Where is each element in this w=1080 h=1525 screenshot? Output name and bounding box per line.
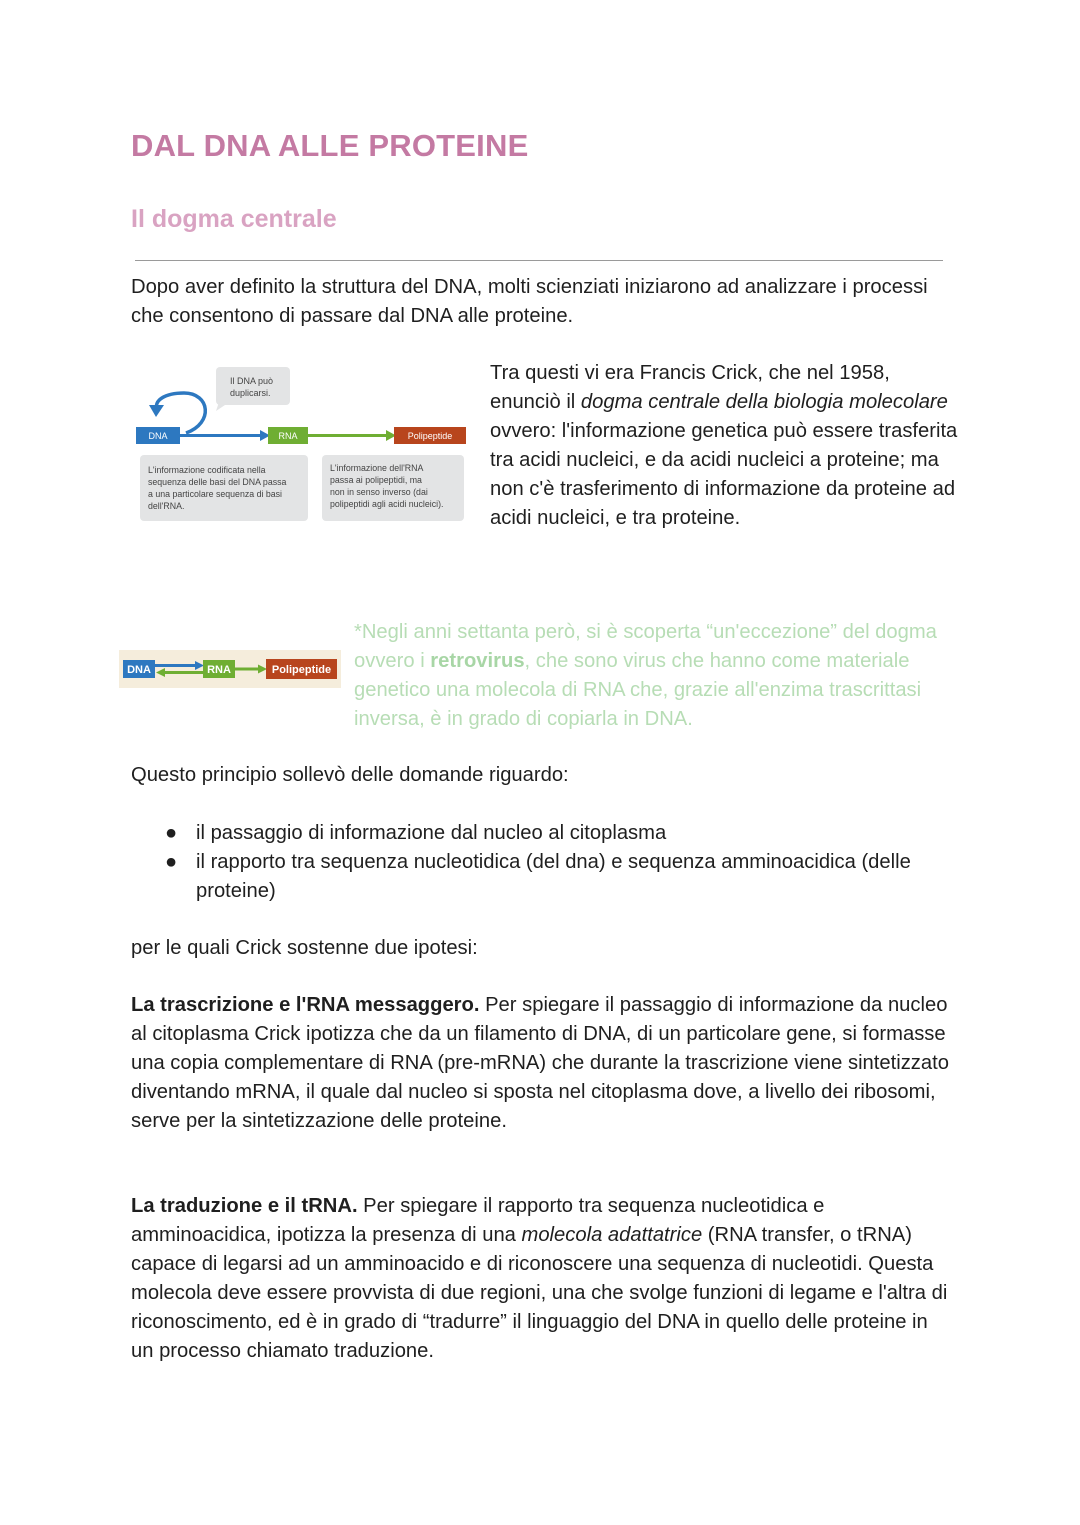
bubble-line-1: Il DNA può — [230, 376, 274, 386]
central-dogma-diagram — [132, 363, 472, 525]
translation-paragraph — [131, 1192, 951, 1366]
retro-strong: retrovirus — [430, 650, 525, 672]
retro-text-after: , che sono virus che hanno come materiale genetico una molecola di RNA che, grazie all'enzima trascrittasi inversa, è in grado di copiarla in DNA. — [354, 650, 922, 730]
transcription-paragraph — [131, 991, 951, 1136]
crick-text-after: ovvero: l'informazione genetica può essere trasferita tra acidi nucleici, e da acidi nucleici a proteine; ma non c'è trasferimento di informazione da proteine ad acidi nucleici, e tra proteine. — [490, 420, 958, 529]
list-item — [165, 848, 945, 906]
translation-heading: La traduzione e il tRNA. — [131, 1195, 358, 1217]
bubble-line-2: duplicarsi. — [230, 388, 271, 398]
bullet-icon: ● — [165, 822, 178, 844]
diagram2-dna-label: DNA — [127, 664, 151, 676]
note-right-line-1: L'informazione dell'RNA — [330, 463, 424, 473]
note-right-line-3: non in senso inverso (dai — [330, 487, 428, 497]
note-left-line-2: sequenza delle basi del DNA passa — [148, 477, 287, 487]
note-right-line-4: polipeptidi agli acidi nucleici). — [330, 499, 444, 509]
polypeptide-label: Polipeptide — [407, 431, 453, 441]
note-right-line-2: passa ai polipeptidi, ma — [330, 475, 422, 485]
retrovirus-diagram — [119, 650, 341, 688]
intro-paragraph: Dopo aver definito la struttura del DNA, molti scienziati iniziarono ad analizzare i processi che consentono di passare dal DNA alle proteine. — [131, 276, 928, 327]
bubble-box — [216, 367, 290, 405]
retro-text-before: *Negli anni settanta però, si è scoperta “un'eccezione” del dogma ovvero i — [354, 621, 937, 672]
diagram2-rna-label: RNA — [207, 664, 231, 676]
crick-paragraph — [490, 359, 960, 533]
section-divider — [135, 260, 943, 261]
replication-arrowhead — [149, 405, 164, 417]
crick-emphasis: dogma centrale della biologia molecolare — [580, 391, 948, 413]
translation-body-before: Per spiegare il rapporto tra sequenza nucleotidica e amminoacidica, ipotizza la presenza di una — [131, 1195, 825, 1246]
question-list — [165, 819, 945, 906]
bullet-icon: ● — [165, 851, 178, 873]
list-item-text: il passaggio di informazione dal nucleo al citoplasma — [196, 822, 667, 844]
note-left-line-3: a una particolare sequenza di basi — [148, 489, 282, 499]
note-left-line-1: L'informazione codificata nella — [148, 465, 266, 475]
note-left-line-4: dell'RNA. — [148, 501, 185, 511]
dna-label: DNA — [148, 431, 168, 441]
hypotheses-paragraph: per le quali Crick sostenne due ipotesi: — [131, 937, 478, 959]
list-item — [165, 819, 945, 848]
transcription-heading: La trascrizione e l'RNA messaggero. — [131, 994, 480, 1016]
crick-text-before: Tra questi vi era Francis Crick, che nel 1958, enunciò il — [490, 362, 890, 413]
section-subtitle: Il dogma centrale — [131, 205, 337, 233]
rna-label: RNA — [278, 431, 298, 441]
diagram2-polypeptide-label: Polipeptide — [271, 664, 332, 676]
translation-body-after: (RNA transfer, o tRNA) capace di legarsi ad un amminoacido e di riconoscere una sequenza di nucleotidi. Questa molecola deve essere provvista di due regioni, una che svolge funzioni di legame e l'altra di riconoscimento, ed è in grado di “tradurre” il linguaggio del DNA in quello delle proteine in un processo chiamato traduzione. — [131, 1224, 948, 1362]
retrovirus-paragraph — [354, 618, 954, 734]
translation-emphasis: molecola adattatrice — [521, 1224, 703, 1246]
page-title: DAL DNA ALLE PROTEINE — [131, 128, 529, 163]
list-item-text: il rapporto tra sequenza nucleotidica (del dna) e sequenza amminoacidica (delle proteine) — [196, 851, 911, 902]
transcription-body: Per spiegare il passaggio di informazione da nucleo al citoplasma Crick ipotizza che da un filamento di DNA, di un particolare gene, si formasse una copia complementare di RNA (pre-mRNA) che durante la trascrizione viene sintetizzato diventando mRNA, il quale dal nucleo si sposta nel citoplasma dove, a livello dei ribosomi, serve per la sintetizzazione delle proteine. — [131, 994, 949, 1132]
question-paragraph: Questo principio sollevò delle domande riguardo: — [131, 764, 569, 786]
